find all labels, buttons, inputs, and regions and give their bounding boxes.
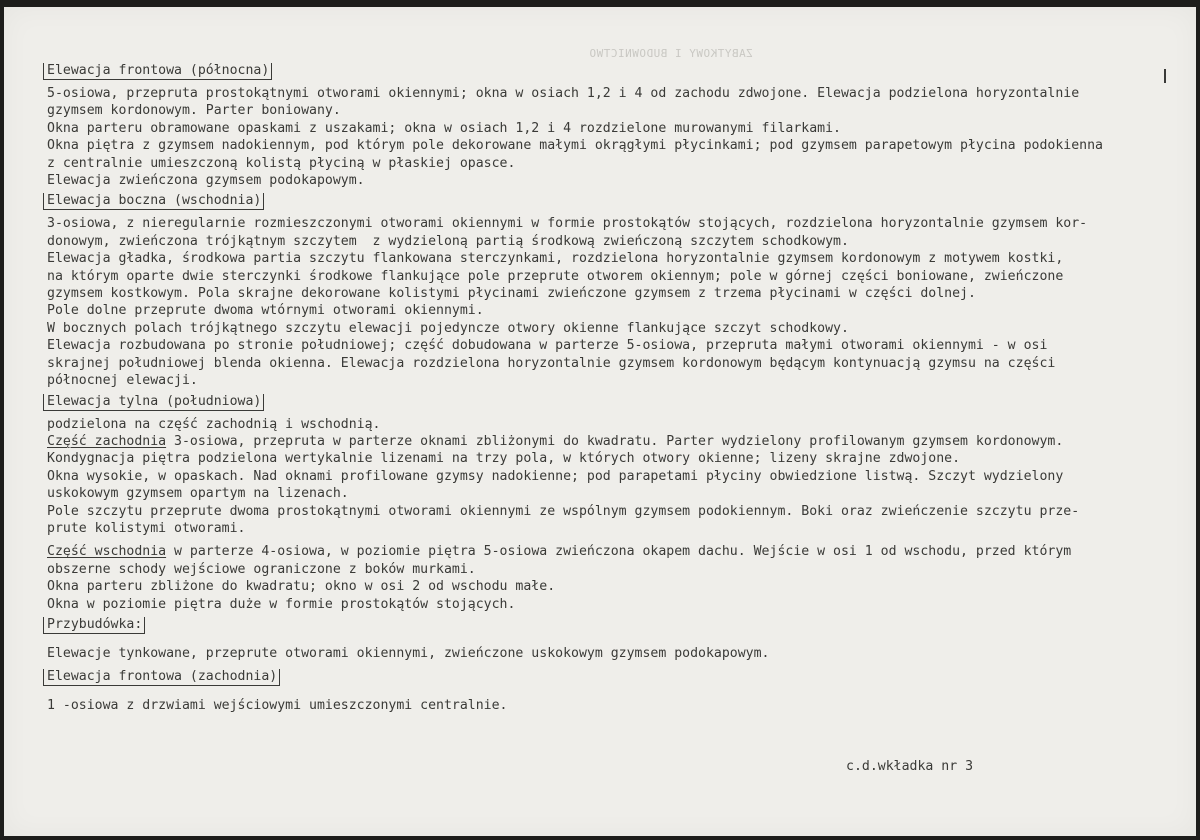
text-line: Elewacje tynkowane, przeprute otworami okiennymi, zwieńczone uskokowym gzymsem podokapowym. bbox=[47, 645, 770, 661]
text-line bbox=[43, 433, 1163, 450]
text-line: Okna piętra z gzymsem nadokiennym, pod którym pole dekorowane małymi okrągłymi płycinkami; pod gzymsem parapetowym płycina podokienna bbox=[47, 138, 1103, 154]
text-line: gzymsem kordonowym. Parter boniowany. bbox=[47, 103, 341, 119]
section-annex bbox=[43, 616, 1163, 662]
text-line: podzielona na część zachodnią i wschodnią. bbox=[47, 416, 381, 432]
text-line: Pole szczytu przeprute dwoma prostokątnymi otworami okiennymi ze wspólnym gzymsem podokiennym. Boki oraz zwieńczenie szczytu prze- bbox=[47, 503, 1080, 519]
subsection-label-east: Część wschodnia bbox=[47, 544, 167, 560]
text-line: obszerne schody wejściowe ograniczone z boków murkami. bbox=[47, 561, 476, 577]
text-line: 5-osiowa, przepruta prostokątnymi otworami okiennymi; okna w osiach 1,2 i 4 od zachodu zdwojone. Elewacja podzielona horyzontalnie bbox=[47, 86, 1080, 101]
text-line: Okna parteru obramowane opaskami z uszakami; okna w osiach 1,2 i 4 rozdzielone murowanymi filarkami. bbox=[47, 120, 841, 136]
text-line: 1 -osiowa z drzwiami wejściowymi umieszczonymi centralnie. bbox=[47, 698, 508, 714]
document-body bbox=[43, 62, 1163, 718]
text-line: Elewacja rozbudowana po stronie południowej; część dobudowana w parterze 5-osiowa, przepruta małymi otworami okiennymi - w osi bbox=[47, 338, 1048, 354]
text-line: Kondygnacja piętra podzielona wertykalnie lizenami na trzy pola, w których otwory okienne; lizeny skrajne zdwojone. bbox=[47, 451, 961, 467]
text-line: z centralnie umieszczoną kolistą płyciną w płaskiej opasce. bbox=[47, 155, 516, 171]
section-heading: Elewacja frontowa (zachodnia) bbox=[43, 669, 280, 686]
text-line: Pole dolne przeprute dwoma wtórnymi otworami okiennymi. bbox=[47, 303, 484, 319]
text-fragment: w parterze 4-osiowa, w poziomie piętra 5-osiowa zwieńczona okapem dachu. Wejście w osi 1 od wschodu, przed którym bbox=[166, 544, 1072, 560]
text-line: północnej elewacji. bbox=[47, 373, 198, 389]
subsection-label-west: Część zachodnia bbox=[47, 433, 167, 449]
text-line: 3-osiowa, z nieregularnie rozmieszczonymi otworami okiennymi w formie prostokątów stojących, rozdzielona horyzontalnie gzymsem kor- bbox=[47, 216, 1088, 232]
text-line: uskokowym gzymsem opartym na lizenach. bbox=[47, 486, 349, 502]
section-heading: Przybudówka: bbox=[43, 617, 145, 634]
text-line: Okna w poziomie piętra duże w formie prostokątów stojących. bbox=[47, 596, 516, 612]
section-side-east bbox=[43, 192, 1163, 389]
text-line: Elewacja zwieńczona gzymsem podokapowym. bbox=[47, 173, 365, 189]
text-line: W bocznych polach trójkątnego szczytu elewacji pojedyncze otwory okienne flankujące szczyt schodkowy. bbox=[47, 320, 849, 336]
section-heading: Elewacja tylna (południowa) bbox=[43, 394, 264, 411]
text-line: Okna parteru zbliżone do kwadratu; okno w osi 2 od wschodu małe. bbox=[47, 579, 556, 595]
edge-mark bbox=[1164, 69, 1166, 83]
text-line: prute kolistymi otworami. bbox=[47, 520, 246, 536]
text-line: donowym, zwieńczona trójkątnym szczytem z wydzieloną partią środkową zwieńczoną szczytem schodkowym. bbox=[47, 233, 849, 249]
text-line: skrajnej południowej blenda okienna. Elewacja rozdzielona horyzontalnie gzymsem kordonowym będącym kontynuacją gzymsu na części bbox=[47, 355, 1056, 371]
text-line bbox=[43, 543, 1163, 560]
text-line: Elewacja gładka, środkowa partia szczytu flankowana sterczynkami, rozdzielona horyzontalnie gzymsem kordonowym z motywem kostki, bbox=[47, 251, 1064, 267]
bleed-through-text: ZABYTKOWY I BUDOWNICTWO bbox=[589, 47, 753, 60]
section-front-west bbox=[43, 668, 1163, 714]
text-line: gzymsem kostkowym. Pola skrajne dekorowane kolistymi płycinami zwieńczone gzymsem z trzema płycinami w części dolnej. bbox=[47, 286, 976, 302]
section-front-north bbox=[43, 62, 1163, 189]
text-line: Okna wysokie, w opaskach. Nad oknami profilowane gzymsy nadokienne; pod parapetami płyciny obwiedzione listwą. Szczyt wydzielony bbox=[47, 468, 1064, 484]
continuation-note: c.d.wkładka nr 3 bbox=[846, 759, 974, 774]
text-line: na którym oparte dwie sterczynki środkowe flankujące pole przeprute otworem okiennym; pole w górnej części boniowane, zwieńczone bbox=[47, 268, 1064, 284]
text-fragment: 3-osiowa, przepruta w parterze oknami zbliżonymi do kwadratu. Parter wydzielony profilowanym gzymsem kordonowym. bbox=[166, 433, 1064, 449]
section-rear-south bbox=[43, 393, 1163, 613]
section-heading: Elewacja boczna (wschodnia) bbox=[43, 193, 264, 210]
section-heading: Elewacja frontowa (północna) bbox=[43, 63, 272, 80]
